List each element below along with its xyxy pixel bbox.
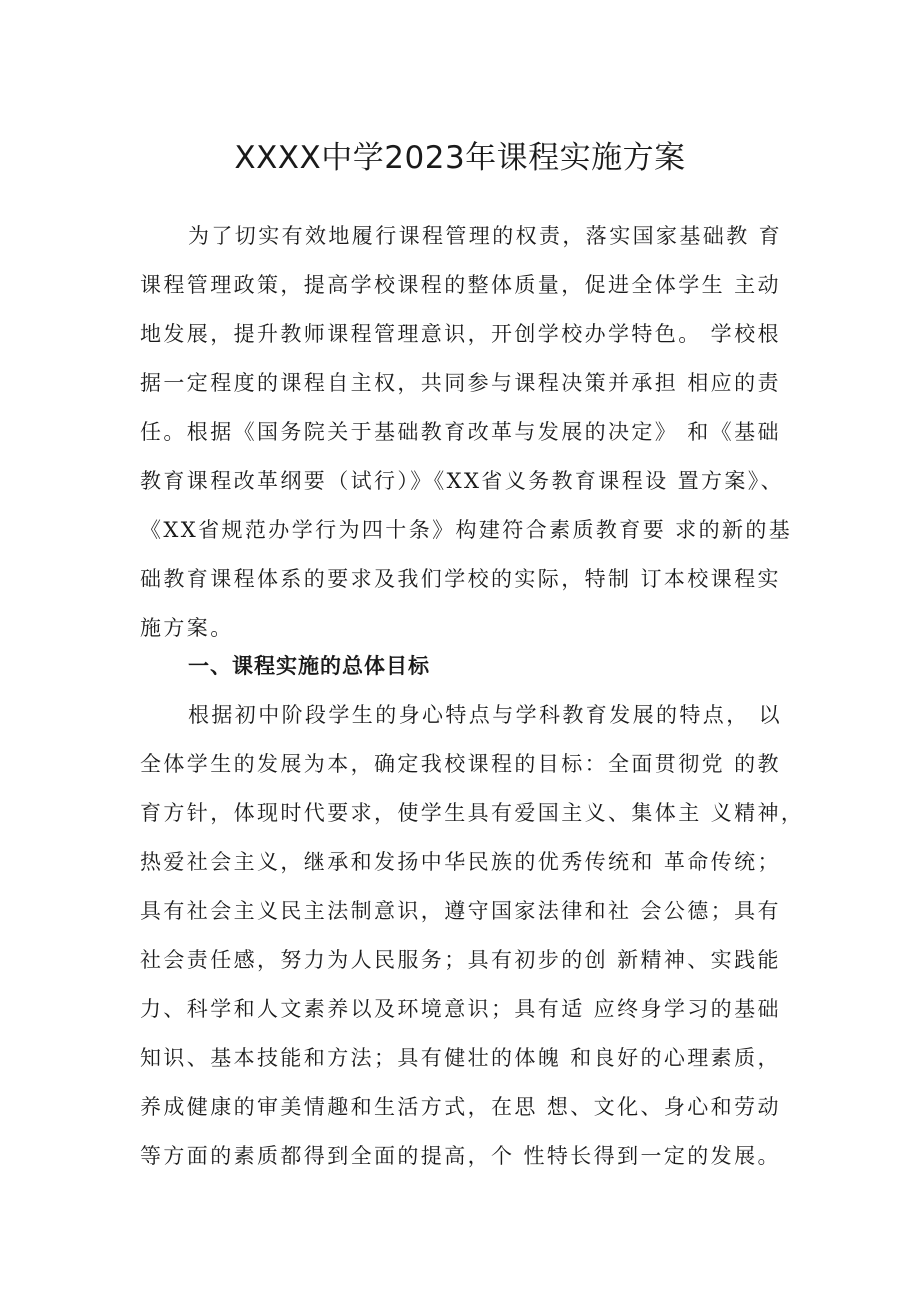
paragraph-line: 础教育课程体系的要求及我们学校的实际，特制 订本校课程实 <box>140 567 781 591</box>
paragraph-line: 为了切实有效地履行课程管理的权责，落实国家基础教 育 <box>188 224 783 248</box>
section-heading-container <box>140 642 790 691</box>
paragraph-line: 具有社会主义民主法制意识，遵守国家法律和社 会公德；具有 <box>140 899 781 923</box>
intro-paragraph <box>140 212 793 653</box>
paragraph-line: 热爱社会主义，继承和发扬中华民族的优秀传统和 革命传统； <box>140 850 781 874</box>
paragraph-line: 社会责任感，努力为人民服务；具有初步的创 新精神、实践能 <box>140 948 781 972</box>
paragraph-line: 施方案。 <box>140 616 234 640</box>
paragraph-line: 等方面的素质都得到全面的提高，个 性特长得到一定的发展。 <box>140 1144 781 1168</box>
paragraph-line: 育方针，体现时代要求，使学生具有爱国主义、集体主 义精神， <box>140 801 805 825</box>
paragraph-line: 课程管理政策，提高学校课程的整体质量，促进全体学生 主动 <box>140 273 781 297</box>
goals-paragraph <box>140 691 805 1181</box>
document-title: XXXX中学2023年课程实施方案 <box>234 140 686 176</box>
paragraph-line: 知识、基本技能和方法；具有健壮的体魄 和良好的心理素质， <box>140 1046 781 1070</box>
section-heading: 一、课程实施的总体目标 <box>188 654 430 678</box>
paragraph-line: 养成健康的审美情趣和生活方式，在思 想、文化、身心和劳动 <box>140 1095 781 1119</box>
paragraph-line: 力、科学和人文素养以及环境意识；具有适 应终身学习的基础 <box>140 997 781 1021</box>
paragraph-line: 根据初中阶段学生的身心特点与学科教育发展的特点， 以 <box>188 703 783 727</box>
paragraph-line: 《XX省规范办学行为四十条》构建符合素质教育要 求的新的基 <box>140 518 793 542</box>
paragraph-line: 任。根据《国务院关于基础教育改革与发展的决定》 和《基础 <box>140 420 781 444</box>
paragraph-line: 据一定程度的课程自主权，共同参与课程决策并承担 相应的责 <box>140 371 781 395</box>
paragraph-line: 地发展，提升教师课程管理意识，开创学校办学特色。 学校根 <box>140 322 781 346</box>
paragraph-line: 全体学生的发展为本，确定我校课程的目标：全面贯彻党 的教 <box>140 752 781 776</box>
paragraph-line: 教育课程改革纲要（试行）》《XX省义务教育课程设 置方案》、 <box>140 469 785 493</box>
